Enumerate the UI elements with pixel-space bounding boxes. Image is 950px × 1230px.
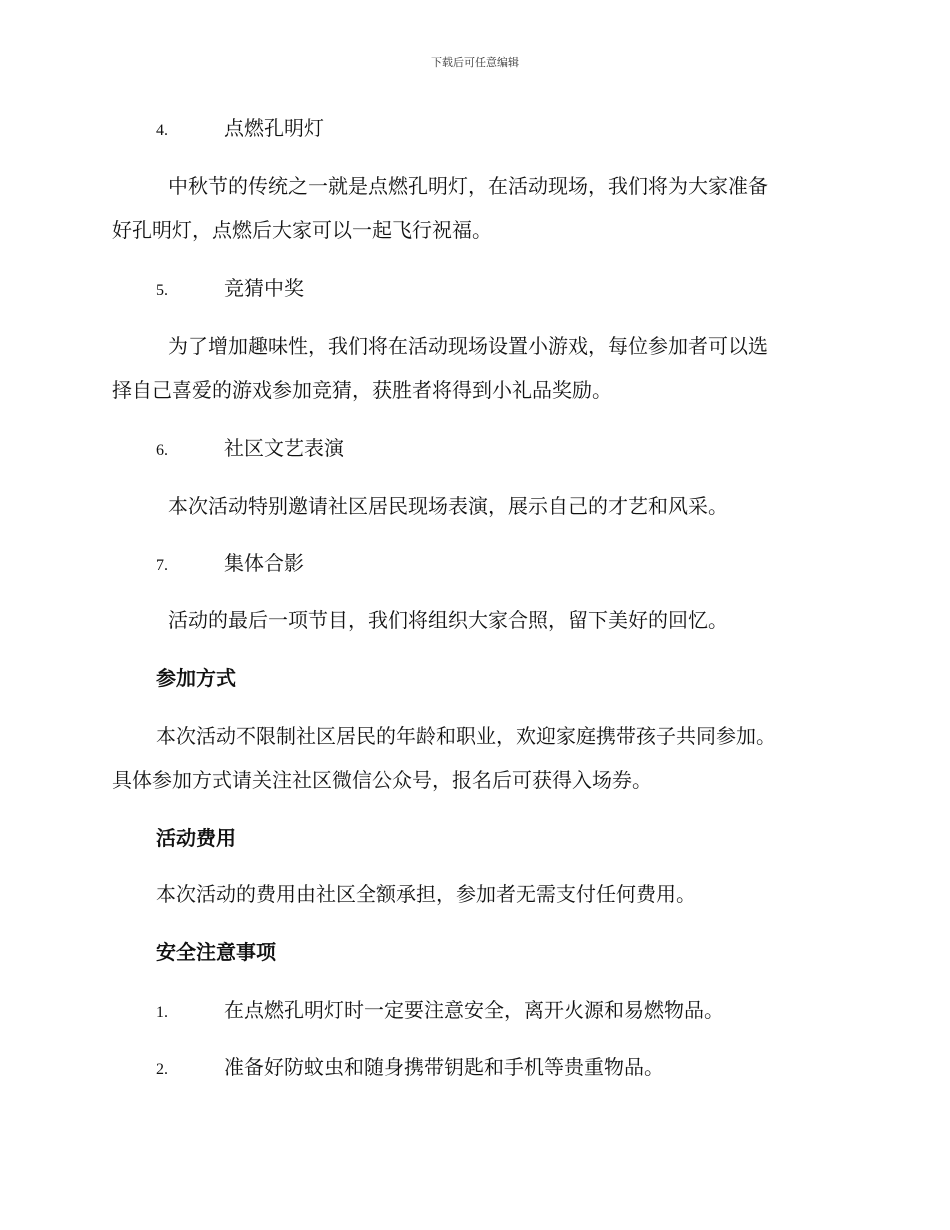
paragraph-line: 具体参加方式请关注社区微信公众号，报名后可获得入场券。	[112, 768, 652, 792]
list-title: 竞猜中奖	[224, 276, 304, 300]
list-number: 6.	[156, 442, 168, 459]
paragraph-line: 择自己喜爱的游戏参加竞猜，获胜者将得到小礼品奖励。	[112, 378, 612, 402]
section-title-join: 参加方式	[156, 666, 236, 690]
paragraph-line: 本次活动的费用由社区全额承担，参加者无需支付任何费用。	[156, 882, 696, 906]
list-item-4	[156, 114, 324, 145]
paragraph-lanterns	[112, 164, 832, 252]
list-title: 社区文艺表演	[224, 436, 344, 460]
page-header: 下载后可任意编辑	[431, 56, 519, 69]
list-number: 5.	[156, 282, 168, 299]
list-item-6	[156, 434, 344, 465]
list-text: 在点燃孔明灯时一定要注意安全，离开火源和易燃物品。	[224, 998, 724, 1022]
paragraph-line: 好孔明灯，点燃后大家可以一起飞行祝福。	[112, 218, 492, 242]
paragraph-line: 本次活动不限制社区居民的年龄和职业，欢迎家庭携带孩子共同参加。	[156, 724, 776, 748]
list-text: 准备好防蚊虫和随身携带钥匙和手机等贵重物品。	[224, 1055, 664, 1079]
list-title: 点燃孔明灯	[224, 116, 324, 140]
paragraph-fee	[112, 872, 832, 916]
list-number: 2.	[156, 1061, 168, 1078]
section-title-fee: 活动费用	[156, 826, 236, 850]
paragraph-line: 为了增加趣味性，我们将在活动现场设置小游戏，每位参加者可以选	[168, 334, 768, 358]
list-title: 集体合影	[224, 551, 304, 575]
list-item-5	[156, 274, 304, 305]
paragraph-join	[112, 714, 832, 802]
paragraph-line: 活动的最后一项节目，我们将组织大家合照，留下美好的回忆。	[168, 608, 728, 632]
list-item-7	[156, 549, 304, 580]
paragraph-performance	[112, 484, 832, 528]
section-title-safety: 安全注意事项	[156, 940, 276, 964]
paragraph-line: 本次活动特别邀请社区居民现场表演，展示自己的才艺和风采。	[168, 494, 728, 518]
paragraph-group-photo	[112, 598, 832, 642]
list-number: 7.	[156, 557, 168, 574]
paragraph-line: 中秋节的传统之一就是点燃孔明灯，在活动现场，我们将为大家准备	[168, 174, 768, 198]
paragraph-guessing	[112, 324, 832, 412]
safety-item-2	[156, 1053, 664, 1084]
safety-item-1	[156, 996, 724, 1027]
list-number: 1.	[156, 1004, 168, 1021]
list-number: 4.	[156, 122, 168, 139]
